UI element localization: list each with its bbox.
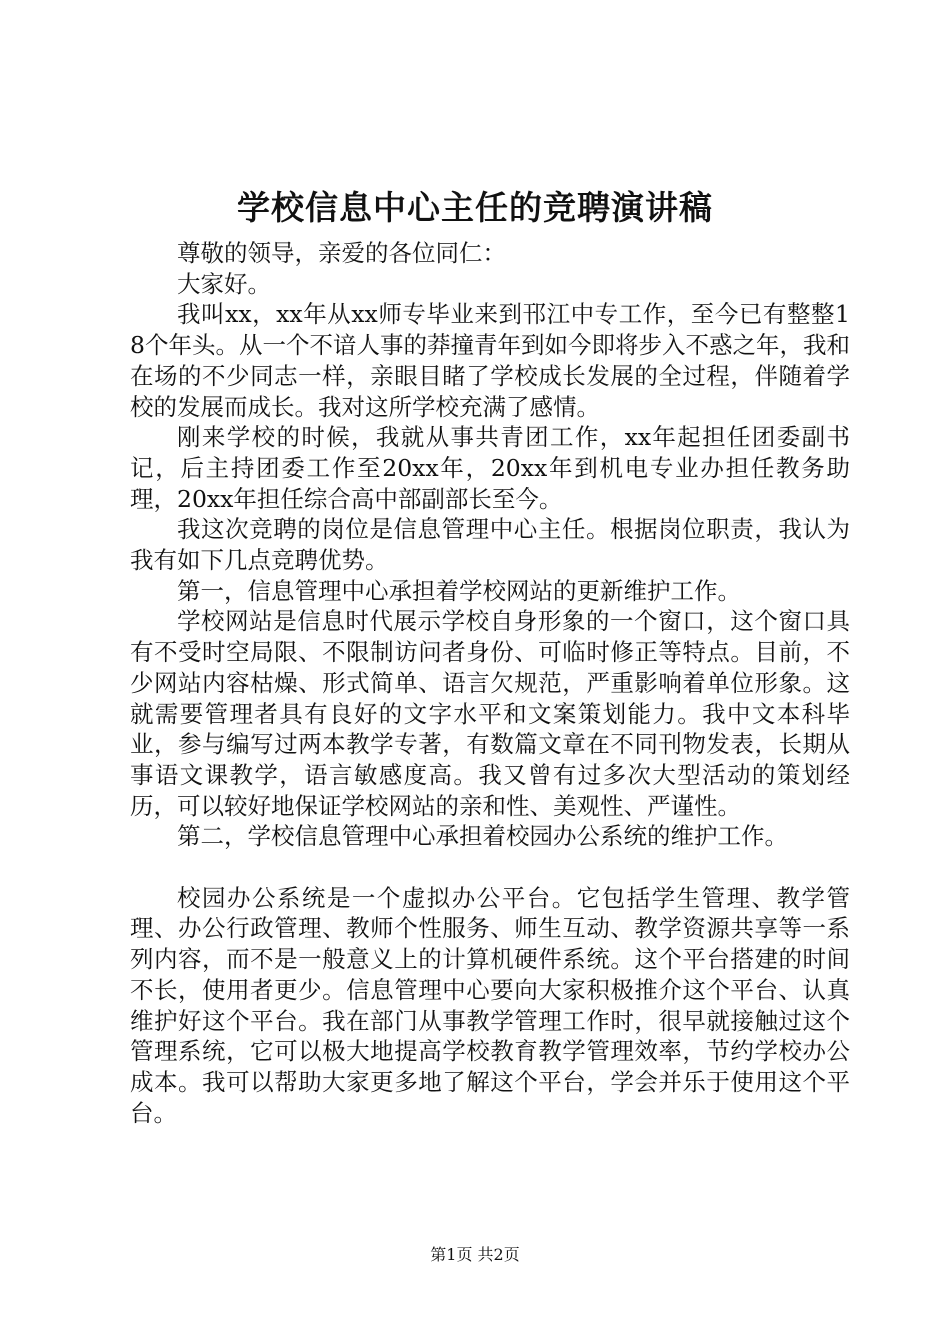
document-body xyxy=(130,238,850,1128)
paragraph-website: 学校网站是信息时代展示学校自身形象的一个窗口，这个窗口具有不受时空局限、不限制访问者身份、可临时修正等特点。目前，不少网站内容枯燥、形式简单、语言欠规范，严重影响着单位形象。这就需要管理者具有良好的文字水平和文案策划能力。我中文本科毕业，参与编写过两本教学专著，有数篇文章在不同刊物发表，长期从事语文课教学，语言敏感度高。我又曾有过多次大型活动的策划经历，可以较好地保证学校网站的亲和性、美观性、严谨性。 xyxy=(130,607,850,820)
paragraph-greeting: 大家好。 xyxy=(177,269,271,298)
paragraph-work-history: 刚来学校的时候，我就从事共青团工作，xx年起担任团委副书记，后主持团委工作至20xx年，20xx年到机电专业办担任教务助理，20xx年担任综合高中部副部长至今。 xyxy=(130,423,850,513)
page-footer: 第1页 共2页 xyxy=(430,1245,520,1264)
paragraph-point-one: 第一，信息管理中心承担着学校网站的更新维护工作。 xyxy=(177,576,741,605)
paragraph-position: 我这次竞聘的岗位是信息管理中心主任。根据岗位职责，我认为我有如下几点竞聘优势。 xyxy=(130,515,850,575)
paragraph-point-two: 第二，学校信息管理中心承担着校园办公系统的维护工作。 xyxy=(177,822,788,851)
paragraph-introduction: 我叫xx，xx年从xx师专毕业来到邗江中专工作，至今已有整整18个年头。从一个不谙人事的莽撞青年到如今即将步入不惑之年，我和在场的不少同志一样，亲眼目睹了学校成长发展的全过程，伴随着学校的发展而成长。我对这所学校充满了感情。 xyxy=(130,300,850,421)
paragraph-salutation: 尊敬的领导，亲爱的各位同仁： xyxy=(177,239,506,267)
document-title: 学校信息中心主任的竞聘演讲稿 xyxy=(237,188,713,227)
paragraph-office-system: 校园办公系统是一个虚拟办公平台。它包括学生管理、教学管理、办公行政管理、教师个性服务、师生互动、教学资源共享等一系列内容，而不是一般意义上的计算机硬件系统。这个平台搭建的时间不长，使用者更少。信息管理中心要向大家积极推介这个平台、认真维护好这个平台。我在部门从事教学管理工作时，很早就接触过这个管理系统，它可以极大地提高学校教育教学管理效率，节约学校办公成本。我可以帮助大家更多地了解这个平台，学会并乐于使用这个平台。 xyxy=(130,883,850,1127)
